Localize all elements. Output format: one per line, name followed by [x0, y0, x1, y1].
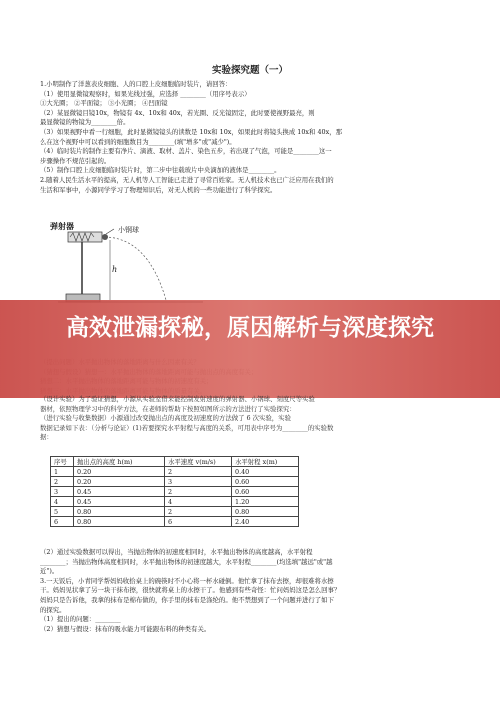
table-row [51, 517, 299, 527]
table-row [51, 477, 299, 487]
text-line: 据： [40, 433, 53, 442]
launcher-diagram [48, 220, 208, 306]
text-line: 最显微镜的物镜为________倍。 [40, 118, 130, 127]
question-3-text [40, 548, 470, 634]
text-line: （设计实验）为了验证猜想，小源从实验室借来能控制发射速度的弹射器、小钢球、刻度尺等实验 [40, 395, 315, 403]
table-cell: 5 [51, 507, 74, 517]
text-line: （2）某显微镜目镜10x，物镜有 4x、10x和 40x，若光圈、反光镜固定，此时要使视野最亮，则 [40, 108, 315, 117]
table-cell: 4 [165, 497, 232, 507]
text-line: （进行实验与收集数据）小源通过改变抛出点的高度及初速度的方法做了 6 次实验，实验 [40, 414, 291, 423]
question-1-2-text [40, 80, 470, 195]
table-row [51, 507, 299, 517]
ball-label: 小钢球 [118, 226, 139, 234]
table-cell: 2 [165, 487, 232, 497]
table-cell: 2 [165, 507, 232, 517]
text-line: （2）猜想与假设：抹布的吸水能力可能跟布料的种类有关。 [40, 624, 211, 633]
table-cell: 6 [165, 517, 232, 527]
text-line: （1）提出的问题：________ [40, 615, 121, 624]
table-cell: 0.45 [74, 497, 165, 507]
text-line: 步骤操作不规范引起的。 [40, 156, 111, 165]
table-cell: 6 [51, 517, 74, 527]
text-line: 器材，依照物理学习中的科学方法，在老师的帮助下按照如图所示的方法进行了实验探究： [40, 404, 296, 413]
table-row [51, 467, 299, 477]
table-cell: 4 [51, 497, 74, 507]
table-row [51, 487, 299, 497]
table-cell: 0.80 [232, 507, 299, 517]
text-line: 近")。 [40, 567, 59, 576]
table-cell: 2 [51, 477, 74, 487]
text-line: 1.小明制作了洋葱表皮细胞、人的口腔上皮细胞临时装片，请回答： [40, 80, 232, 88]
text-line: （3）如果视野中看一行细胞，此时显微镜镜头的读数是 10x和 10x，如果此时将镜头换成 10x和 40x，那 [40, 127, 342, 136]
column-header: 水平速度 v(m/s) [165, 457, 232, 467]
banner-heading: 高效泄漏探秘，原因解析与深度探究 [66, 315, 434, 341]
table-cell: 0.60 [232, 477, 299, 487]
table-cell: 0.80 [74, 507, 165, 517]
table-cell: 0.45 [74, 487, 165, 497]
text-line: （1）使用显微镜观察时，如果光线过强，应选择 ________（用序号表示） [40, 89, 251, 98]
text-line: （5）制作口腔上皮细胞临时装片时，第二步中往载玻片中央滴加的液体是________。 [40, 166, 281, 175]
table-cell: 0.80 [74, 517, 165, 527]
text-line: （2）通过实验数据可以得出，当抛出物体的初速度相同时，水平抛出物体的高度越高，水平射程 [40, 548, 313, 556]
table-cell: 1.20 [232, 497, 299, 507]
text-line: 妈妈只是告诉他，我拿的抹布是棉布做的，你手里的抹布是涤纶的。他不禁想到了一个问题并进行了如下 [40, 595, 334, 604]
launcher-label: 弹射器 [50, 221, 74, 231]
table-header-row [51, 457, 299, 467]
table-cell: 0.20 [74, 477, 165, 487]
column-header: 序号 [51, 457, 74, 467]
text-line: 2.随着人民生活水平的提高，无人机等人工智能已走进了寻常百姓家。无人机技术也已广泛应用在我们的 [40, 175, 334, 184]
column-header: 水平射程 x(m) [232, 457, 299, 467]
text-line: 的探究。 [40, 605, 66, 614]
experiment-text [40, 395, 470, 443]
table-cell: 0.60 [232, 487, 299, 497]
table-cell: 0.20 [74, 467, 165, 477]
text-line: 么在这个视野中可以看到的细胞数目为________(填"增多"或"减少")。 [40, 137, 236, 146]
table-row [51, 497, 299, 507]
text-line: ________；当抛出物体高度相同时，水平抛出物体的初速度越大，水平射程________(均选填"越远"或"越 [40, 557, 333, 566]
text-line: 干。妈妈见状拿了另一块干抹布擦，很快就将桌上的水擦干了。他感到有些奇怪：忙问妈妈这是怎么回事？ [40, 586, 341, 595]
height-label: h [112, 265, 118, 274]
table-cell: 1 [51, 467, 74, 477]
text-line: 数据记录如下表：（分析与论证）(1)若要探究水平射程与高度的关系，可用表中序号为________的实验数 [40, 423, 334, 432]
table-cell: 0.40 [232, 467, 299, 477]
text-line: ①大光圈； ②平面镜； ③小光圈； ④凹面镜 [40, 99, 168, 108]
table-cell: 3 [165, 477, 232, 487]
data-table [50, 456, 299, 527]
table-cell: 2 [165, 467, 232, 477]
table-cell: 3 [51, 487, 74, 497]
page-title: 实验探究题（一） [211, 65, 288, 76]
text-line: 3.一天饭后，小青同学帮妈妈收拾桌上的碗筷时不小心将一杯水碰倒。他忙拿了抹布去擦，却很难将水擦 [40, 576, 334, 585]
column-header: 抛出点的高度 h(m) [74, 457, 165, 467]
text-line: 生活和军事中，小源同学学习了物理知识后，对无人机的一些功能进行了科学探究。 [40, 185, 277, 194]
table-cell: 2.40 [232, 517, 299, 527]
text-line: （4）临时装片的制作主要有净片、滴液、取材、盖片、染色五步，若出现了气泡，可能是________这一 [40, 147, 332, 156]
